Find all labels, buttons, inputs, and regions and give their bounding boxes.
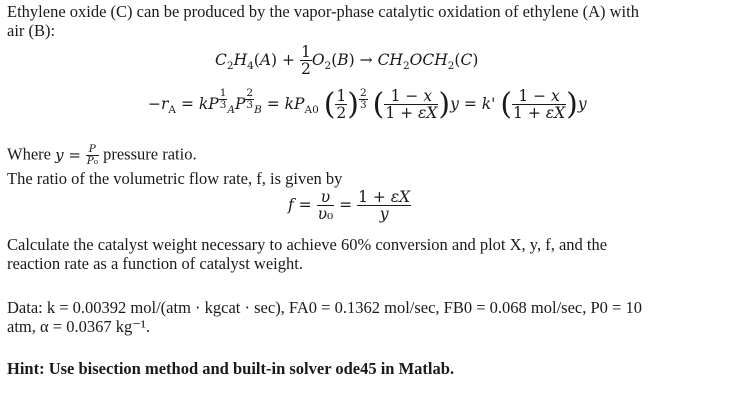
calc-line-1: Calculate the catalyst weight necessary to achieve 60% conversion and plot X, y, f, and the: [7, 235, 608, 254]
where-line: [7, 144, 197, 167]
where-prefix: Where: [7, 144, 51, 164]
data-line-1: Data: k = 0.00392 mol/(atm · kgcat · sec), FA0 = 0.1362 mol/sec, FB0 = 0.068 mol/sec, P0 = 10: [7, 298, 642, 317]
intro-line-1: Ethylene oxide (C) can be produced by the vapor-phase catalytic oxidation of ethylene (A) with: [7, 2, 639, 21]
calc-line-2: reaction rate as a function of catalyst weight.: [7, 254, 303, 273]
flow-ratio-equation: f = $\frac{\upsilon}{\text{υ₀}}$ = $\frac{1 + \varepsilon X}{y}$: [288, 188, 411, 224]
intro-line-2: air (B):: [7, 21, 56, 40]
ratio-line: The ratio of the volumetric flow rate, f, is given by: [7, 169, 343, 188]
pressure-ratio-formula: y = $\frac{P}{\text{P₀}}$: [55, 143, 98, 168]
rate-law-equation: $-r_A$ = kP $^{\frac{1}{3}}$ $_A$P $^{\frac{2}{3}}$ $_B = kP_{A0}$ ( $\frac{1}{2}$ ) $^{\frac{2}{3}}$ ( $\frac{1 - x}{1 + \varepsilon X}$ )y = k' ( $\frac{1 - x}{1 + \varepsilon X}$ )y: [148, 86, 587, 123]
data-line-2: atm, α = 0.0367 kg⁻¹.: [7, 317, 150, 336]
reaction-equation: $C_2H_4(A)$ + $\frac{1}{2}$ $O_2(B) \to CH_2OCH_2(C)$: [215, 43, 479, 79]
where-suffix: pressure ratio.: [103, 144, 197, 164]
hint-line: Hint: Use bisection method and built-in solver ode45 in Matlab.: [7, 359, 455, 378]
